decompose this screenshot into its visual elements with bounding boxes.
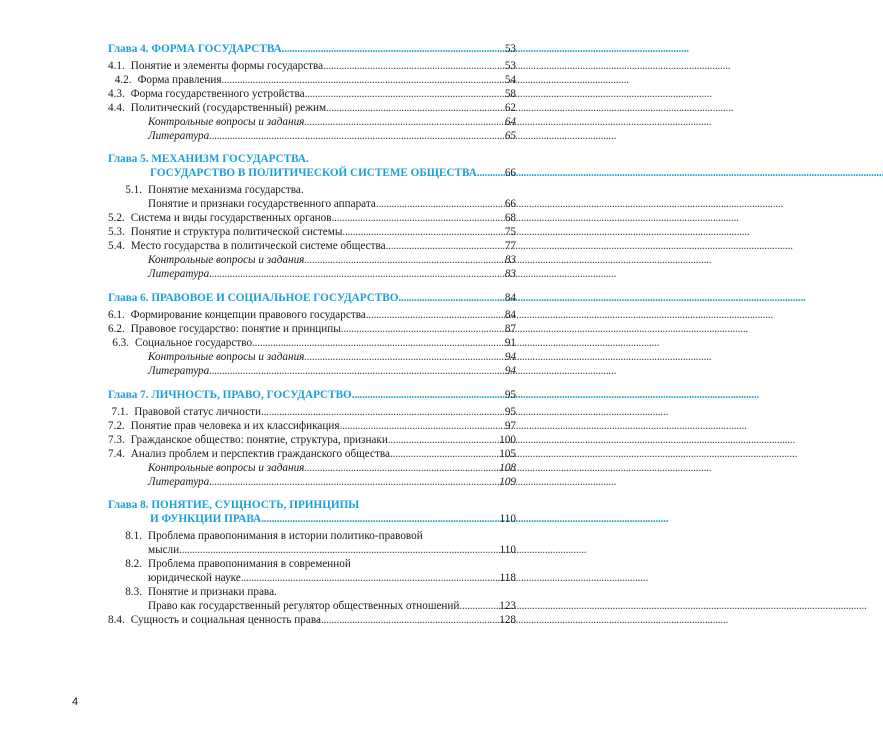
toc-row[interactable] <box>108 166 516 180</box>
section-number: 8.2. <box>125 558 142 570</box>
page-ref: 97 <box>504 420 516 432</box>
section-title: Понятие и структура политической системы <box>130 226 343 238</box>
section-number: 4.4. <box>108 102 125 114</box>
toc-row[interactable] <box>108 543 516 557</box>
page-ref: 95 <box>504 406 516 418</box>
page-ref: 108 <box>499 462 516 474</box>
toc-row[interactable] <box>108 322 516 336</box>
dot-leader <box>252 336 503 350</box>
dot-leader <box>390 447 497 461</box>
page-ref: 64 <box>504 116 516 128</box>
literature-label: Литература <box>148 130 210 142</box>
dot-leader <box>209 267 503 281</box>
section-title: Система и виды государственных органов <box>130 212 332 224</box>
section-title: Сущность и социальная ценность права <box>130 614 321 626</box>
section-item <box>108 211 516 225</box>
toc-row[interactable] <box>108 308 516 322</box>
chapter-title: Глава 5. МЕХАНИЗМ ГОСУДАРСТВА. <box>108 153 309 165</box>
section-number: 6.3. <box>112 337 129 349</box>
toc-row[interactable] <box>108 291 516 305</box>
dot-leader <box>209 364 503 378</box>
literature-label: Литература <box>148 268 210 280</box>
section-item <box>108 419 516 433</box>
section-title: Место государства в политической системе общества <box>130 240 386 252</box>
page-ref: 66 <box>504 198 516 210</box>
section-number: 8.4. <box>108 614 125 626</box>
section-title: Проблема правопонимания в истории политико-правовой <box>148 530 423 542</box>
toc-row[interactable] <box>108 419 516 433</box>
literature-label: Литература <box>148 365 210 377</box>
section-number: 7.3. <box>108 434 125 446</box>
dot-leader <box>366 308 503 322</box>
page-ref: 62 <box>504 102 516 114</box>
chapter-block <box>108 499 516 627</box>
chapter-block <box>108 291 516 378</box>
page-ref: 53 <box>504 60 516 72</box>
page-ref: 65 <box>504 130 516 142</box>
section-number: 8.1. <box>125 530 142 542</box>
page-ref: 53 <box>504 43 516 55</box>
chapter-title: Глава 8. ПОНЯТИЕ, СУЩНОСТЬ, ПРИНЦИПЫ <box>108 499 360 511</box>
section-number: 8.3. <box>125 586 142 598</box>
section-item <box>108 336 516 350</box>
toc-row[interactable] <box>108 101 516 115</box>
page-ref: 94 <box>504 351 516 363</box>
section-first-line <box>108 183 516 197</box>
section-item <box>108 87 516 101</box>
toc-row[interactable] <box>108 197 516 211</box>
toc-row[interactable] <box>108 405 516 419</box>
dot-leader <box>376 197 503 211</box>
page-ref: 128 <box>499 614 516 626</box>
page-ref: 105 <box>499 448 516 460</box>
page-ref: 109 <box>499 476 516 488</box>
toc-row[interactable] <box>108 115 516 129</box>
toc-row[interactable] <box>108 129 516 143</box>
chapter-title: Глава 6. ПРАВОВОЕ И СОЦИАЛЬНОЕ ГОСУДАРСТВО <box>108 292 399 304</box>
toc-row[interactable] <box>108 59 516 73</box>
section-number: 4.3. <box>108 88 125 100</box>
page-ref: 94 <box>504 365 516 377</box>
page-ref: 83 <box>504 254 516 266</box>
dot-leader <box>304 350 502 364</box>
section-item <box>108 73 516 87</box>
section-item <box>108 585 516 613</box>
page-number: 4 <box>72 696 79 708</box>
dot-leader <box>477 166 503 180</box>
dot-leader <box>305 87 503 101</box>
section-item <box>108 322 516 336</box>
toc-row[interactable] <box>108 571 516 585</box>
dot-leader <box>209 129 503 143</box>
dot-leader <box>304 115 502 129</box>
section-title: Форма государственного устройства <box>130 88 305 100</box>
chapter-block <box>108 153 516 281</box>
section-item <box>108 613 516 627</box>
toc-row[interactable] <box>108 87 516 101</box>
page-ref: 110 <box>499 513 516 525</box>
section-number: 5.2. <box>108 212 125 224</box>
dot-leader <box>304 461 497 475</box>
dot-leader <box>282 42 503 56</box>
section-item <box>108 183 516 211</box>
section-title: Правовой статус личности <box>134 406 261 418</box>
dot-leader <box>398 291 502 305</box>
section-title: Анализ проблем и перспектив гражданского общества <box>130 448 390 460</box>
page-ref: 58 <box>504 88 516 100</box>
section-title-cont: Право как государственный регулятор общественных отношений <box>148 600 460 612</box>
section-title: Понятие и признаки права. <box>148 586 277 598</box>
section-number: 5.4. <box>108 240 125 252</box>
dot-leader <box>388 433 497 447</box>
chapter-block <box>108 388 516 489</box>
toc-row[interactable] <box>108 42 516 56</box>
toc-row[interactable] <box>108 239 516 253</box>
dot-leader <box>339 419 502 433</box>
dot-leader <box>332 211 503 225</box>
dot-leader <box>222 73 503 87</box>
section-item <box>108 433 516 447</box>
section-title: Политический (государственный) режим <box>130 102 327 114</box>
toc-row[interactable] <box>108 225 516 239</box>
section-list <box>108 405 516 489</box>
section-list <box>108 59 516 143</box>
dot-leader <box>323 59 503 73</box>
section-number: 5.3. <box>108 226 125 238</box>
dot-leader <box>342 225 502 239</box>
literature-label: Литература <box>148 476 210 488</box>
toc-row[interactable] <box>108 364 516 378</box>
dot-leader <box>341 322 503 336</box>
chapter-block <box>108 42 516 143</box>
questions-label: Контрольные вопросы и задания <box>148 462 305 474</box>
dot-leader <box>261 512 497 526</box>
dot-leader <box>459 599 497 613</box>
section-title: Формирование концепции правового государства <box>130 309 366 321</box>
section-list <box>108 308 516 378</box>
section-title: Понятие механизма государства. <box>148 184 304 196</box>
section-title-cont: Понятие и признаки государственного аппарата <box>148 198 376 210</box>
toc-row[interactable] <box>108 447 516 461</box>
dot-leader <box>326 101 503 115</box>
section-title: Гражданское общество: понятие, структура, признаки <box>130 434 388 446</box>
section-number: 5.1. <box>125 184 142 196</box>
page-ref: 87 <box>504 323 516 335</box>
section-list <box>108 529 516 627</box>
section-number: 6.2. <box>108 323 125 335</box>
section-item <box>108 225 516 239</box>
section-list <box>108 183 516 281</box>
section-title-cont: мысли <box>148 544 180 556</box>
dot-leader <box>179 543 497 557</box>
toc-row[interactable] <box>108 350 516 364</box>
page-ref: 84 <box>504 309 516 321</box>
toc-row[interactable] <box>108 253 516 267</box>
section-title-cont: юридической науке <box>148 572 241 584</box>
page-ref: 91 <box>504 337 516 349</box>
dot-leader <box>352 388 503 402</box>
page-ref: 123 <box>499 600 516 612</box>
chapter-title-cont: ГОСУДАРСТВО В ПОЛИТИЧЕСКОЙ СИСТЕМЕ ОБЩЕСТВА <box>150 167 477 179</box>
section-item <box>108 405 516 419</box>
dot-leader <box>261 405 503 419</box>
section-item <box>108 59 516 73</box>
page-ref: 66 <box>504 167 516 179</box>
chapter-title-cont: И ФУНКЦИИ ПРАВА <box>150 513 262 525</box>
questions-label: Контрольные вопросы и задания <box>148 116 305 128</box>
section-number: 4.1. <box>108 60 125 72</box>
section-title: Социальное государство <box>135 337 253 349</box>
page-ref: 84 <box>504 292 516 304</box>
section-item <box>108 308 516 322</box>
dot-leader <box>241 571 498 585</box>
toc-row[interactable] <box>108 613 516 627</box>
page-ref: 54 <box>504 74 516 86</box>
toc-row[interactable] <box>108 388 516 402</box>
section-title: Проблема правопонимания в современной <box>148 558 351 570</box>
page-ref: 118 <box>499 572 516 584</box>
section-title: Правовое государство: понятие и принципы <box>130 323 341 335</box>
questions-label: Контрольные вопросы и задания <box>148 351 305 363</box>
section-first-line <box>108 529 516 543</box>
table-of-contents <box>108 42 516 637</box>
section-item <box>108 101 516 115</box>
chapter-title: Глава 7. ЛИЧНОСТЬ, ПРАВО, ГОСУДАРСТВО <box>108 389 352 401</box>
page-ref: 68 <box>504 212 516 224</box>
page-ref: 83 <box>504 268 516 280</box>
chapter-title: Глава 4. ФОРМА ГОСУДАРСТВА <box>108 43 282 55</box>
page-ref: 95 <box>504 389 516 401</box>
page-ref: 110 <box>499 544 516 556</box>
dot-leader <box>386 239 503 253</box>
section-title: Форма правления <box>137 74 222 86</box>
page-ref: 75 <box>504 226 516 238</box>
section-first-line <box>108 557 516 571</box>
toc-row[interactable] <box>108 475 516 489</box>
dot-leader <box>209 475 497 489</box>
toc-row[interactable] <box>108 211 516 225</box>
page-ref: 100 <box>499 434 516 446</box>
toc-row[interactable] <box>108 461 516 475</box>
toc-row[interactable] <box>108 599 516 613</box>
section-item <box>108 447 516 461</box>
section-first-line <box>108 585 516 599</box>
toc-row[interactable] <box>108 433 516 447</box>
section-item <box>108 557 516 585</box>
dot-leader <box>304 253 502 267</box>
page-ref: 77 <box>504 240 516 252</box>
section-title: Понятие прав человека и их классификация <box>130 420 340 432</box>
section-number: 7.2. <box>108 420 125 432</box>
section-number: 7.4. <box>108 448 125 460</box>
toc-row[interactable] <box>108 512 516 526</box>
section-number: 7.1. <box>111 406 129 418</box>
section-number: 6.1. <box>108 309 125 321</box>
questions-label: Контрольные вопросы и задания <box>148 254 305 266</box>
toc-row[interactable] <box>108 267 516 281</box>
dot-leader <box>321 613 497 627</box>
toc-row[interactable] <box>108 336 516 350</box>
section-item <box>108 529 516 557</box>
toc-row[interactable] <box>108 73 516 87</box>
section-title: Понятие и элементы формы государства <box>130 60 324 72</box>
section-item <box>108 239 516 253</box>
section-number: 4.2. <box>114 74 132 86</box>
